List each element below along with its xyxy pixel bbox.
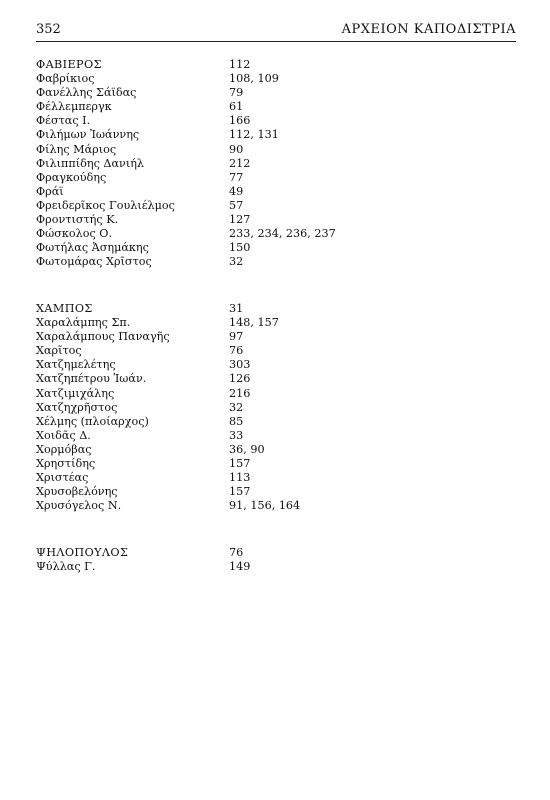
index-entry — [36, 185, 516, 199]
entry-name: Φροντιστής Κ. — [36, 213, 119, 227]
entry-pages: 157 — [229, 457, 251, 471]
index-entry — [36, 114, 516, 128]
index-section-phi — [36, 58, 516, 269]
entry-pages: 90 — [229, 142, 244, 156]
entry-pages: 126 — [229, 372, 251, 386]
entry-name: Φανέλλης Σάϊδας — [36, 86, 137, 100]
entry-pages: 112 — [229, 58, 251, 71]
entry-pages: 157 — [229, 485, 251, 499]
index-heading — [36, 546, 516, 560]
entry-pages: 77 — [229, 170, 244, 184]
index-entry — [36, 358, 516, 372]
index-entry — [36, 560, 516, 574]
entry-name: ΦΑΒΙΕΡΟΣ — [36, 58, 102, 71]
entry-name: Φωτομάρας Χρῖστος — [36, 255, 152, 269]
entry-pages: 233, 234, 236, 237 — [229, 227, 336, 241]
index-heading — [36, 58, 516, 72]
header-rule — [36, 41, 516, 42]
running-title: ΑΡΧΕΙΟΝ ΚΑΠΟΔΙΣΤΡΙΑ — [341, 22, 516, 37]
index-section-chi — [36, 302, 516, 513]
entry-pages: 148, 157 — [229, 316, 279, 330]
entry-name: Χατζηπέτρου Ἰωάν. — [36, 372, 147, 386]
index-entry — [36, 429, 516, 443]
entry-name: Χρυσόγελος Ν. — [36, 499, 122, 513]
index-entry — [36, 457, 516, 471]
index-entry — [36, 443, 516, 457]
entry-pages: 97 — [229, 330, 244, 344]
index-entry — [36, 330, 516, 344]
entry-pages: 216 — [229, 386, 251, 400]
entry-pages: 32 — [229, 400, 244, 414]
entry-pages: 49 — [229, 184, 244, 198]
index-entry — [36, 344, 516, 358]
entry-pages: 61 — [229, 100, 244, 114]
entry-pages: 31 — [229, 302, 244, 315]
entry-name: Χρηστίδης — [36, 457, 96, 471]
entry-name: ΨΗΛΟΠΟΥΛΟΣ — [36, 546, 129, 559]
index-entry — [36, 72, 516, 86]
entry-name: Φράϊ — [36, 184, 64, 198]
entry-pages: 36, 90 — [229, 442, 265, 456]
entry-name: Φραγκούδης — [36, 170, 107, 184]
entry-name: Χέλμης (πλοίαρχος) — [36, 414, 149, 428]
entry-pages: 91, 156, 164 — [229, 499, 301, 513]
entry-pages: 108, 109 — [229, 72, 279, 86]
entry-name: ΧΑΜΠΟΣ — [36, 302, 93, 315]
entry-name: Φωτήλας Ἀσημάκης — [36, 241, 149, 255]
entry-name: Ψύλλας Γ. — [36, 560, 96, 574]
index-entry — [36, 86, 516, 100]
entry-pages: 166 — [229, 114, 251, 128]
entry-name: Φέστας Ι. — [36, 114, 91, 128]
index-entry — [36, 387, 516, 401]
entry-name: Χορμόβας — [36, 442, 92, 456]
index-entry — [36, 401, 516, 415]
index-entry — [36, 199, 516, 213]
entry-name: Χαρῖτος — [36, 344, 82, 358]
entry-name: Χαραλάμπους Παναγῆς — [36, 330, 170, 344]
entry-pages: 127 — [229, 213, 251, 227]
index-entry — [36, 372, 516, 386]
index-entry — [36, 471, 516, 485]
index-entry — [36, 316, 516, 330]
entry-name: Φιλιππίδης Δανιήλ — [36, 156, 145, 170]
entry-name: Χαραλάμπης Σπ. — [36, 316, 131, 330]
entry-pages: 76 — [229, 546, 244, 559]
entry-name: Χατζημελέτης — [36, 358, 116, 372]
index-entry — [36, 213, 516, 227]
index-entry — [36, 241, 516, 255]
index-entry — [36, 485, 516, 499]
entry-name: Χρυσοβελόνης — [36, 485, 118, 499]
index-entry — [36, 143, 516, 157]
entry-pages: 79 — [229, 86, 244, 100]
entry-name: Φίλης Μάριος — [36, 142, 117, 156]
entry-pages: 149 — [229, 560, 251, 574]
index-entry — [36, 171, 516, 185]
entry-pages: 212 — [229, 156, 251, 170]
entry-pages: 113 — [229, 471, 251, 485]
entry-pages: 33 — [229, 428, 244, 442]
entry-pages: 85 — [229, 414, 244, 428]
index-heading — [36, 302, 516, 316]
index-entry — [36, 227, 516, 241]
entry-name: Φιλήμων Ἰωάννης — [36, 128, 140, 142]
entry-name: Χοιδᾶς Δ. — [36, 428, 91, 442]
entry-pages: 57 — [229, 198, 244, 212]
index-section-psi — [36, 546, 516, 574]
entry-name: Χριστέας — [36, 471, 89, 485]
index-entry — [36, 128, 516, 142]
entry-name: Χατζηχρῆστος — [36, 400, 118, 414]
entry-name: Φαβρίκιος — [36, 72, 95, 86]
index-entry — [36, 100, 516, 114]
entry-name: Φώσκολος Ο. — [36, 227, 113, 241]
index-entry — [36, 255, 516, 269]
entry-pages: 112, 131 — [229, 128, 279, 142]
page-header — [36, 22, 516, 46]
entry-name: Χατζιμιχάλης — [36, 386, 115, 400]
entry-pages: 76 — [229, 344, 244, 358]
entry-pages: 32 — [229, 255, 244, 269]
entry-name: Φέλλεμπεργκ — [36, 100, 112, 114]
entry-pages: 303 — [229, 358, 251, 372]
index-entry — [36, 157, 516, 171]
index-entry — [36, 499, 516, 513]
entry-pages: 150 — [229, 241, 251, 255]
index-entry — [36, 415, 516, 429]
entry-name: Φρειδερῖκος Γουλιέλμος — [36, 198, 175, 212]
page-number: 352 — [36, 22, 61, 37]
